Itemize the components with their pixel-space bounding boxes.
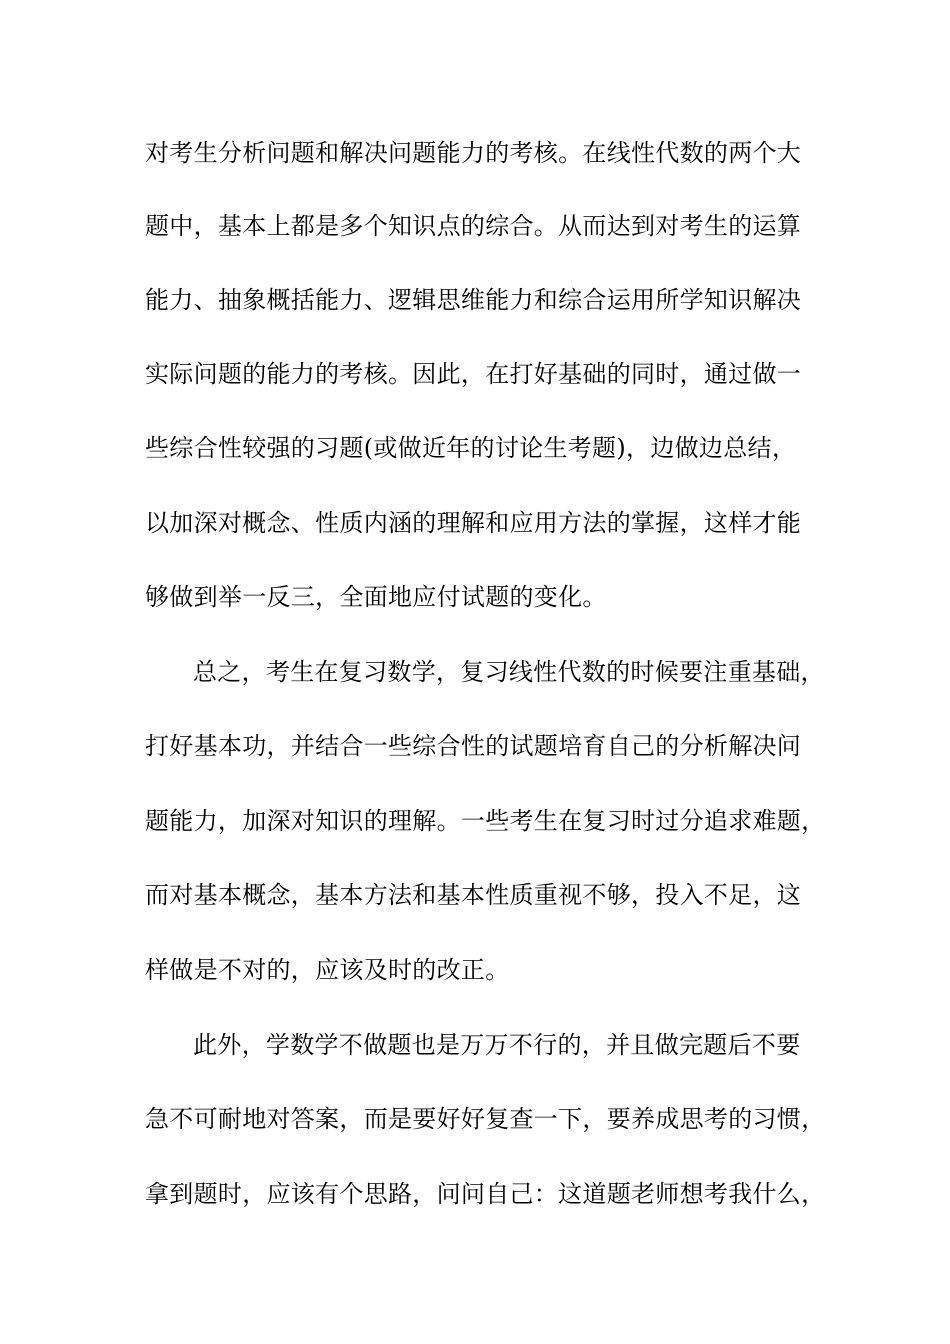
text-line-9: 打好基本功，并结合一些综合性的试题培育自己的分析解决问: [145, 732, 802, 760]
text-line-1: 对考生分析问题和解决问题能力的考核。在线性代数的两个大: [145, 139, 802, 167]
text-line-6: 以加深对概念、性质内涵的理解和应用方法的掌握，这样才能: [145, 509, 802, 537]
paragraph-3-line-1: 此外，学数学不做题也是万万不行的，并且做完题后不要: [193, 1031, 801, 1059]
text-line-2: 题中，基本上都是多个知识点的综合。从而达到对考生的运算: [145, 212, 802, 240]
text-line-7: 够做到举一反三，全面地应付试题的变化。: [145, 583, 607, 611]
text-line-15: 拿到题时，应该有个思路，问问自己：这道题老师想考我什么，: [145, 1180, 826, 1208]
text-line-10: 题能力，加深对知识的理解。一些考生在复习时过分追求难题，: [145, 807, 826, 835]
paragraph-2-line-1: 总之，考生在复习数学，复习线性代数的时候要注重基础，: [193, 658, 825, 686]
text-line-5: 些综合性较强的习题(或做近年的讨论生考题)，边做边总结，: [145, 434, 797, 462]
text-line-4: 实际问题的能力的考核。因此，在打好基础的同时，通过做一: [145, 360, 802, 388]
text-line-12: 样做是不对的，应该及时的改正。: [145, 956, 510, 984]
text-line-3: 能力、抽象概括能力、逻辑思维能力和综合运用所学知识解决: [145, 286, 802, 314]
text-line-14: 急不可耐地对答案，而是要好好复查一下，要养成思考的习惯，: [145, 1105, 826, 1133]
text-line-11: 而对基本概念，基本方法和基本性质重视不够，投入不足，这: [145, 881, 802, 909]
